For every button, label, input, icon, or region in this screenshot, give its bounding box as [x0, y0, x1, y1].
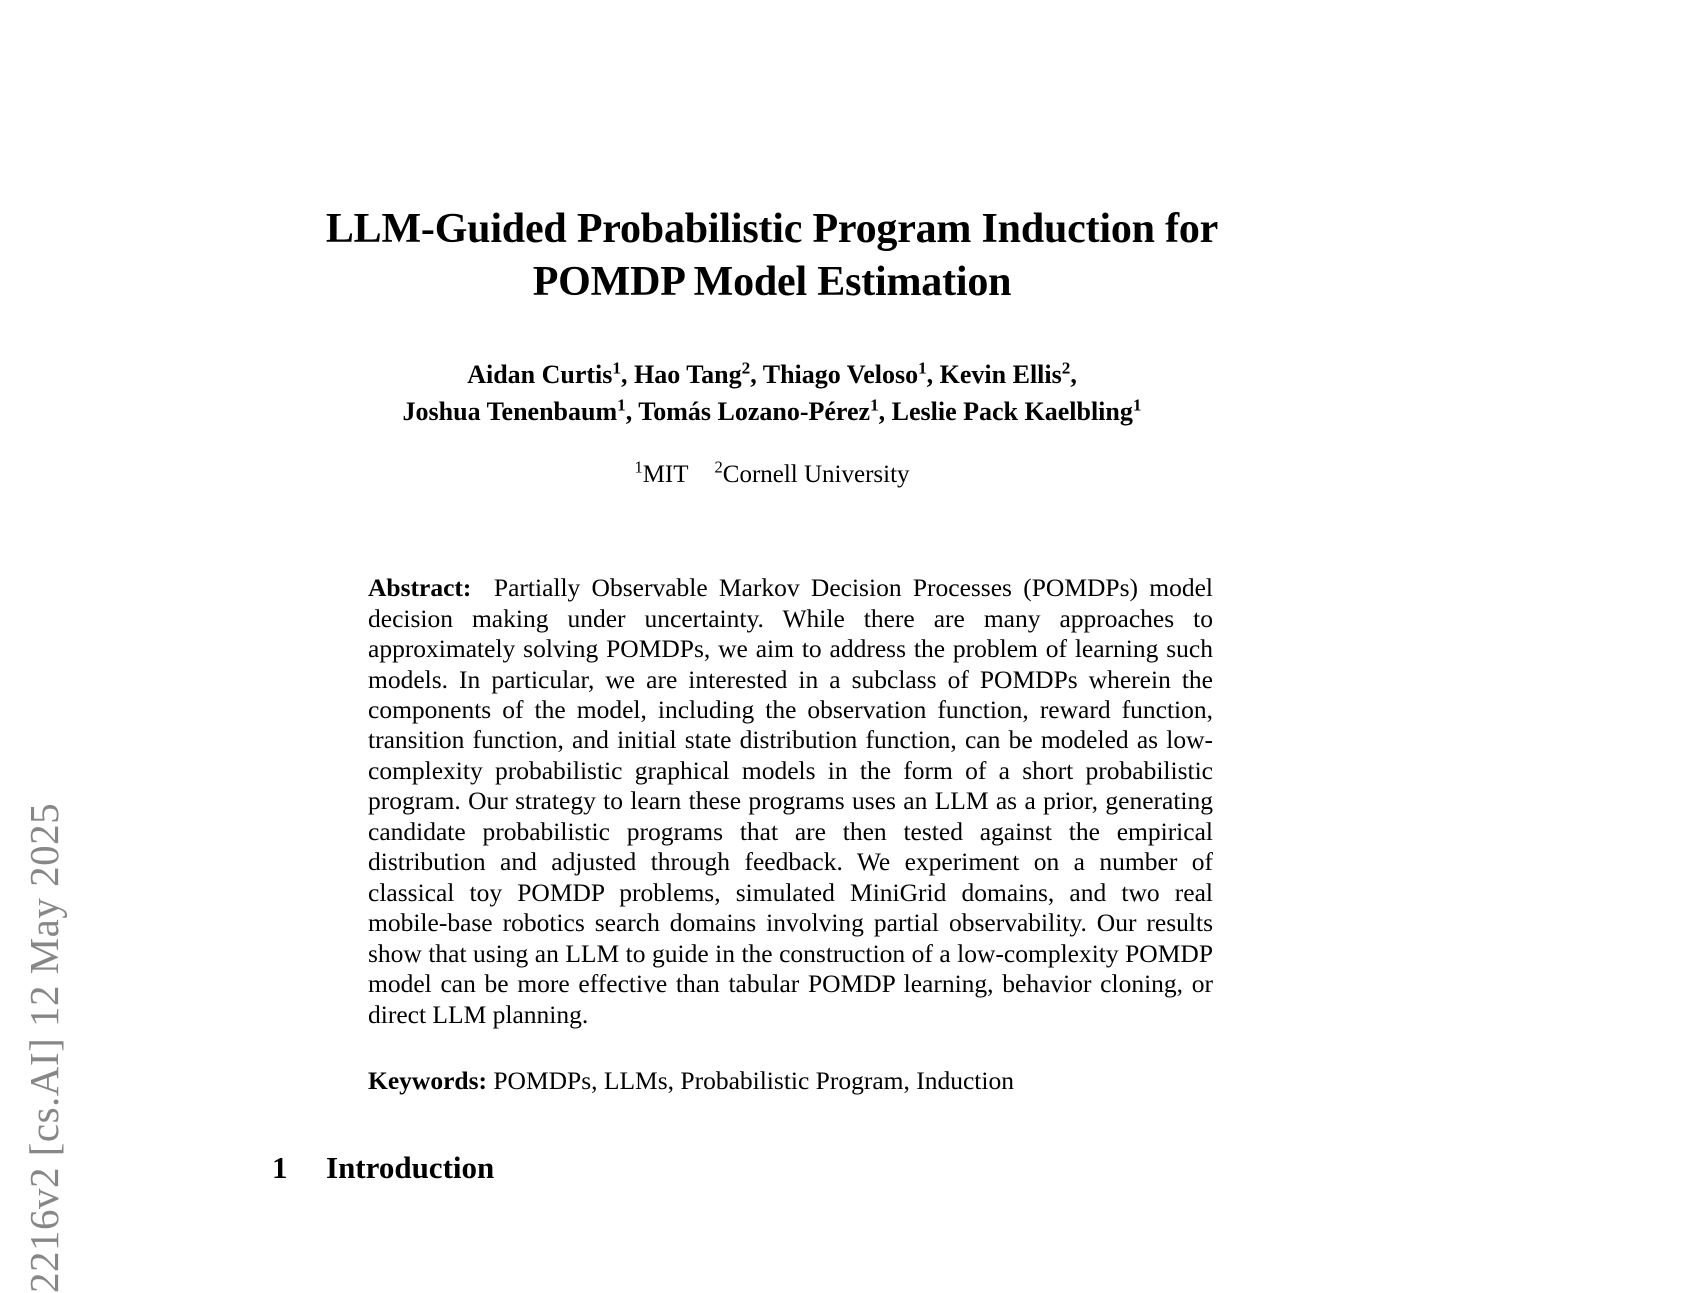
affiliation-name: Cornell University	[722, 460, 910, 488]
author-name: , Leslie Pack Kaelbling	[878, 396, 1133, 426]
section-number: 1	[272, 1149, 288, 1185]
abstract-paragraph	[368, 573, 1213, 1030]
section-title: Introduction	[326, 1149, 495, 1185]
title-line-1: LLM-Guided Probabilistic Program Induction for	[325, 206, 1219, 252]
title-line-2: POMDP Model Estimation	[532, 258, 1012, 305]
author-affiliation-marker: 1	[1132, 395, 1142, 415]
author-affiliation-marker: 1	[612, 358, 621, 378]
author-affiliation-marker: 1	[918, 358, 927, 378]
author-affiliation-marker: 1	[617, 395, 626, 415]
author-list	[272, 357, 1272, 431]
keywords-paragraph	[368, 1066, 1213, 1096]
affiliation-list	[272, 459, 1272, 492]
page-title	[272, 203, 1272, 309]
abstract-text: Partially Observable Markov Decision Processes (POMDPs) model decision making under uncertainty. While there are many approaches to approximately solving POMDPs, we aim to address the problem of learning such models. In particular, we are interested in a subclass of POMDPs wherein the components of the model, including the observation function, reward function, transition function, and initial state distribution function, can be modeled as low-complexity probabilistic graphical models in the form of a short probabilistic program. Our strategy to learn these programs uses an LLM as a prior, generating candidate probabilistic programs that are then tested against the empirical distribution and adjusted through feedback. We experiment on a number of classical toy POMDP problems, simulated MiniGrid domains, and two real mobile-base robotics search domains involving partial observability. Our results show that using an LLM to guide in the construction of a low-complexity POMDP model can be more effective than tabular POMDP learning, behavior cloning, or direct LLM planning.	[368, 573, 1213, 1029]
section-heading-introduction	[272, 1149, 1272, 1186]
author-name: , Tomás Lozano-Pérez	[625, 396, 871, 426]
author-affiliation-marker: 1	[870, 395, 879, 415]
author-separator: ,	[1070, 359, 1077, 389]
affiliation-name: MIT	[642, 460, 689, 488]
author-name: Joshua Tenenbaum	[402, 396, 618, 426]
author-affiliation-marker: 2	[1061, 358, 1071, 378]
keywords-text: POMDPs, LLMs, Probabilistic Program, Induction	[493, 1066, 1014, 1096]
paper-content-column	[272, 0, 1272, 1212]
author-name: , Thiago Veloso	[750, 359, 919, 389]
arxiv-stamp-text: 2216v2 [cs.AI] 12 May 2025	[21, 802, 67, 1293]
author-name: , Hao Tang	[620, 359, 742, 389]
abstract-label: Abstract:	[368, 573, 472, 603]
affiliation-marker: 1	[634, 457, 643, 477]
keywords-label: Keywords:	[368, 1066, 487, 1096]
author-name: , Kevin Ellis	[926, 359, 1062, 389]
affiliation-marker: 2	[714, 457, 723, 477]
author-affiliation-marker: 2	[741, 358, 751, 378]
author-name: Aidan Curtis	[467, 359, 613, 389]
abstract-block	[368, 573, 1213, 1097]
